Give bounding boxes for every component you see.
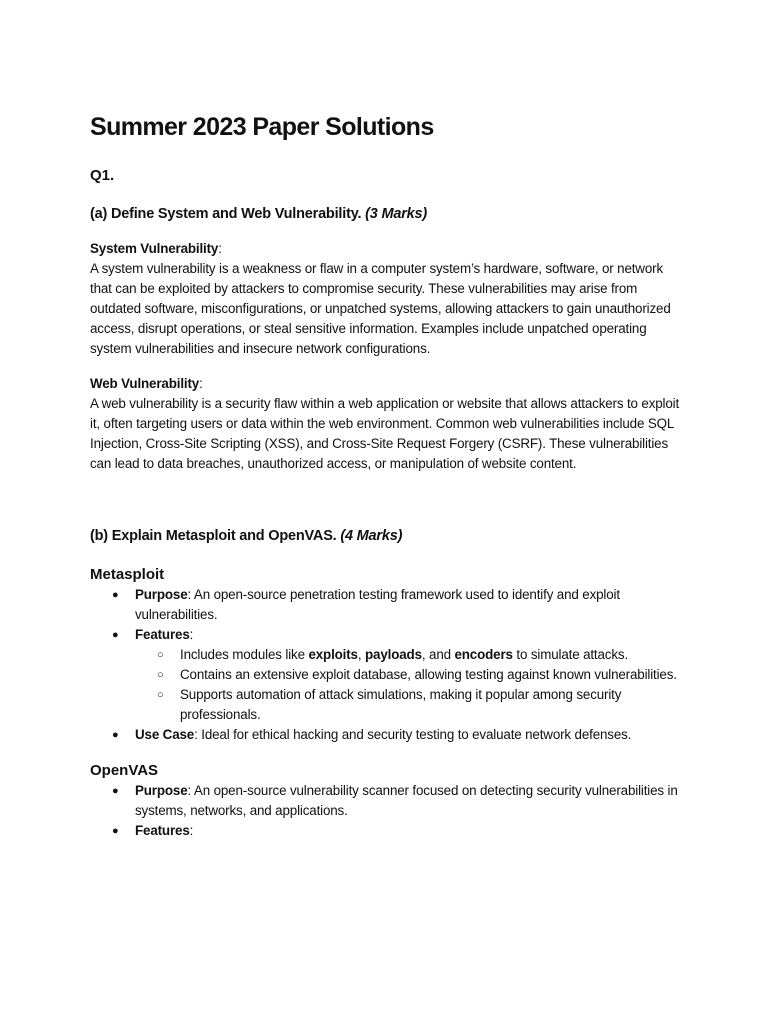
bullet-icon: ● — [112, 589, 119, 601]
web-vulnerability-section — [90, 374, 682, 474]
part-a-marks: (3 Marks) — [365, 206, 428, 222]
metasploit-usecase-label: Use Case — [135, 727, 195, 742]
sub-bullet-icon: ○ — [157, 689, 164, 701]
feature1-post: to simulate attacks. — [512, 647, 629, 662]
metasploit-purpose-label: Purpose — [135, 587, 188, 602]
part-b-heading-text: (b) Explain Metasploit and OpenVAS. — [90, 528, 337, 544]
metasploit-usecase-text: : Ideal for ethical hacking and security testing to evaluate network defenses. — [194, 727, 632, 742]
page-title: Summer 2023 Paper Solutions — [90, 113, 434, 141]
metasploit-features-colon: : — [189, 627, 194, 642]
web-vulnerability-term-line — [90, 374, 682, 394]
question-label: Q1. — [90, 167, 115, 184]
list-item — [90, 821, 682, 841]
system-vulnerability-term: System Vulnerability — [90, 241, 219, 256]
list-item — [135, 665, 682, 685]
web-vulnerability-term: Web Vulnerability — [90, 376, 200, 391]
system-vulnerability-colon: : — [218, 241, 222, 256]
system-vulnerability-text: A system vulnerability is a weakness or flaw in a computer system’s hardware, software, or network that can be exploited by attackers to compromise security. These vulnerabilities may arise from outdated software, misconfigurations, or unpatched systems, allowing attackers to gain unauthorized access, disrupt operations, or steal sensitive information. Examples include unpatched operating system vulnerabilities and insecure network configurations. — [90, 261, 671, 356]
part-b-heading — [90, 526, 682, 546]
openvas-features-label: Features — [135, 823, 190, 838]
part-b-marks: (4 Marks) — [340, 528, 403, 544]
web-vulnerability-text: A web vulnerability is a security flaw within a web application or website that allows attackers to exploit it, often targeting users or data within the web environment. Common web vulnerabilities include SQL Injection, Cross-Site Scripting (XSS), and Cross-Site Request Forgery (CSRF). These vulnerabilities can lead to data breaches, unauthorized access, or manipulation of website content. — [90, 396, 680, 471]
list-item — [90, 725, 682, 745]
list-item — [90, 585, 682, 625]
feature1-pre: Includes modules like — [180, 647, 309, 662]
metasploit-features-list — [135, 645, 682, 725]
openvas-purpose-text: : An open-source vulnerability scanner focused on detecting security vulnerabilities in systems, networks, and applications. — [135, 783, 678, 818]
list-item — [90, 625, 682, 725]
bullet-icon: ● — [112, 629, 119, 641]
metasploit-purpose-text: : An open-source penetration testing framework used to identify and exploit vulnerabilities. — [135, 587, 620, 622]
bullet-icon: ● — [112, 825, 119, 837]
web-vulnerability-colon: : — [199, 376, 203, 391]
openvas-features-colon: : — [189, 823, 194, 838]
feature1-exploits: exploits — [308, 647, 358, 662]
sub-bullet-icon: ○ — [157, 649, 164, 661]
feature3-text: Supports automation of attack simulations, making it popular among security professionals. — [180, 687, 622, 722]
feature1-encoders: encoders — [454, 647, 513, 662]
part-a-heading — [90, 204, 682, 224]
sub-bullet-icon: ○ — [157, 669, 164, 681]
openvas-purpose-label: Purpose — [135, 783, 188, 798]
part-a-heading-text: (a) Define System and Web Vulnerability. — [90, 206, 362, 222]
feature2-text: Contains an extensive exploit database, allowing testing against known vulnerabilities. — [180, 667, 677, 682]
metasploit-features-label: Features — [135, 627, 190, 642]
list-item — [135, 685, 682, 725]
openvas-list — [90, 781, 682, 841]
feature1-sep2: , and — [421, 647, 455, 662]
feature1-sep1: , — [357, 647, 366, 662]
list-item — [135, 645, 682, 665]
bullet-icon: ● — [112, 729, 119, 741]
metasploit-list — [90, 585, 682, 745]
feature1-payloads: payloads — [365, 647, 422, 662]
openvas-heading: OpenVAS — [90, 762, 159, 779]
system-vulnerability-term-line — [90, 239, 682, 259]
bullet-icon: ● — [112, 785, 119, 797]
system-vulnerability-section — [90, 239, 682, 359]
metasploit-heading: Metasploit — [90, 566, 165, 583]
list-item — [90, 781, 682, 821]
